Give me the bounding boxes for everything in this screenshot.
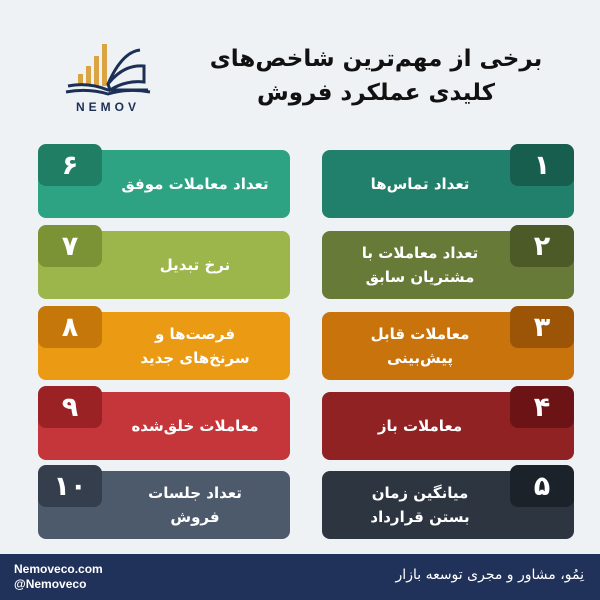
kpi-card-9 bbox=[38, 386, 290, 460]
footer-contact bbox=[14, 562, 103, 592]
card-label: تعداد جلسات فروش bbox=[148, 484, 242, 526]
card-number: ۳ bbox=[510, 306, 574, 348]
card-number: ۲ bbox=[510, 225, 574, 267]
card-label: تعداد معاملات با مشتریان سابق bbox=[361, 244, 479, 286]
website-link[interactable]: Nemoveco.com bbox=[14, 562, 103, 576]
title-line-1: برخی از مهم‌ترین شاخص‌های bbox=[209, 46, 543, 72]
footer-bar bbox=[0, 554, 600, 600]
card-label: تعداد معاملات موفق bbox=[121, 175, 269, 193]
card-number: ۸ bbox=[38, 306, 102, 348]
card-number: ۱۰ bbox=[38, 465, 102, 507]
title-line-2: کلیدی عملکرد فروش bbox=[257, 80, 495, 106]
kpi-card-10 bbox=[38, 465, 290, 539]
brand-name: NEMOV bbox=[75, 100, 140, 114]
card-number: ۴ bbox=[510, 386, 574, 428]
book-chart-icon bbox=[64, 36, 152, 96]
card-number: ۱ bbox=[510, 144, 574, 186]
card-label: معاملات قابل پیش‌بینی bbox=[370, 325, 470, 367]
card-label: نرخ تبدیل bbox=[159, 256, 231, 274]
page-title bbox=[200, 42, 552, 110]
footer-tagline: نِمُو، مشاور و مجری توسعه بازار bbox=[395, 567, 584, 583]
card-label: تعداد تماس‌ها bbox=[370, 175, 470, 193]
kpi-card-8 bbox=[38, 306, 290, 380]
card-number: ۷ bbox=[38, 225, 102, 267]
kpi-card-6 bbox=[38, 144, 290, 218]
logo bbox=[58, 36, 158, 116]
kpi-card-1 bbox=[322, 144, 574, 218]
card-number: ۹ bbox=[38, 386, 102, 428]
card-label: معاملات باز bbox=[377, 417, 463, 435]
kpi-card-7 bbox=[38, 225, 290, 299]
card-number: ۵ bbox=[510, 465, 574, 507]
kpi-card-3 bbox=[322, 306, 574, 380]
card-label: میانگین زمان بستن قرارداد bbox=[370, 484, 470, 526]
card-label: معاملات خلق‌شده bbox=[131, 417, 259, 435]
card-number: ۶ bbox=[38, 144, 102, 186]
kpi-card-5 bbox=[322, 465, 574, 539]
social-handle[interactable]: @Nemoveco bbox=[14, 577, 87, 591]
card-label: فرصت‌ها و سرنخ‌های جدید bbox=[140, 325, 250, 367]
kpi-card-4 bbox=[322, 386, 574, 460]
kpi-card-2 bbox=[322, 225, 574, 299]
